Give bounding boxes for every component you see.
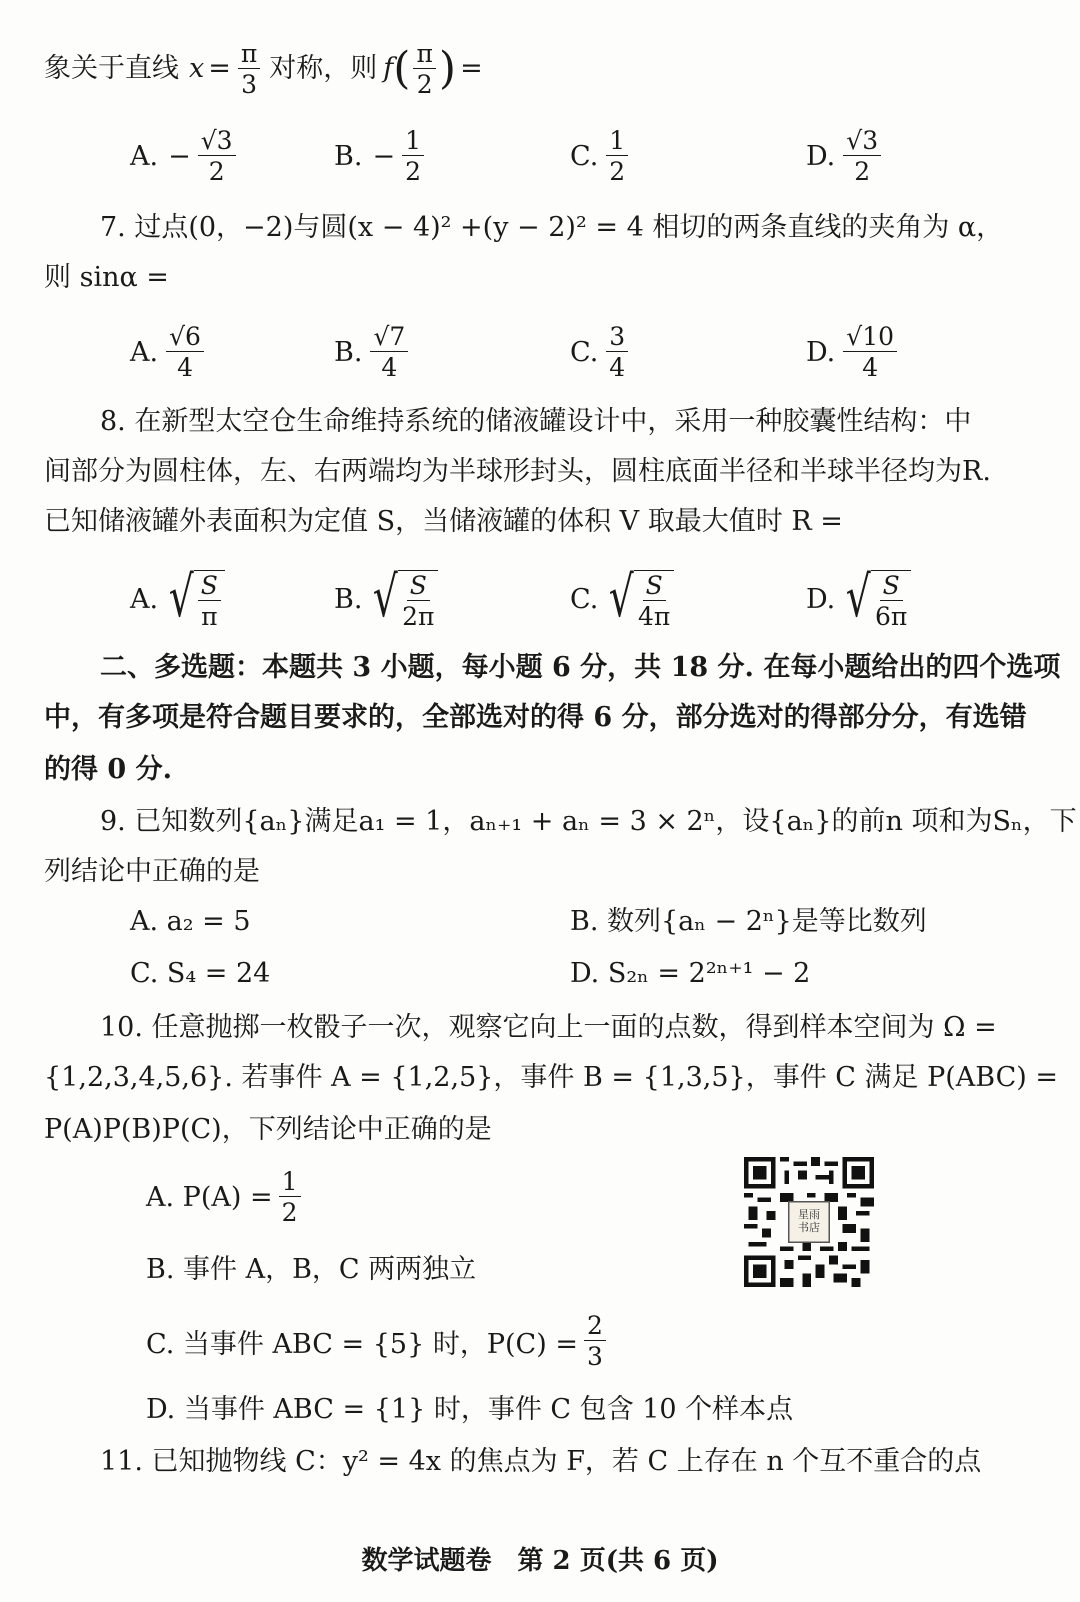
section2-line-1: 二、多选题：本题共 3 小题，每小题 6 分，共 18 分. 在每小题给出的四个选项 (100, 652, 1061, 683)
q6-stem-arg-num: π (413, 41, 435, 69)
q7-option-b (334, 322, 411, 382)
q6-option-c-num: 1 (606, 128, 628, 156)
q6-stem: 象关于直线 x = $\frac{\pi}{3}$ 对称，则 f ( $\frac{\pi}{2}$ ) = (44, 39, 483, 99)
q10-option-c-num: 2 (584, 1313, 606, 1341)
q7-option-c-den: 4 (609, 353, 626, 382)
q7-option-b-label: B. (334, 336, 363, 368)
q10-option-a (0, 1164, 1080, 1230)
q9-option-c: C. S₄ = 24 (130, 958, 271, 989)
q9-line-1: 9. 已知数列{aₙ}满足a₁ = 1，aₙ₊₁ + aₙ = 3 × 2ⁿ，设{aₙ}的前n 项和为Sₙ，下 (100, 806, 1077, 837)
q6-option-a-num: √3 (198, 128, 236, 156)
q6-stem-frac-den: 3 (241, 70, 258, 99)
q8-option-c-num: S (643, 573, 666, 601)
q6-option-b-sign: − (372, 140, 396, 172)
q8-option-a-den: π (201, 601, 218, 631)
q10-option-c (0, 1308, 1080, 1374)
q6-option-b-den: 2 (405, 157, 421, 186)
q7-line-2: 则 sinα = (44, 262, 169, 293)
q6-option-d-num: √3 (843, 128, 881, 156)
q6-stem-pre: 象关于直线 (44, 53, 179, 84)
q6-stem-fraction (238, 41, 260, 97)
q6-option-a-sign: − (168, 140, 191, 172)
q8-option-d (806, 566, 911, 632)
q7-option-a (130, 322, 207, 382)
q9-line-2: 列结论中正确的是 (44, 856, 260, 887)
q10-option-a-text: A. P(A) = (146, 1181, 273, 1213)
q6-option-a-label: A. (130, 140, 159, 172)
qr-center-label: 星雨书店 (798, 1208, 820, 1234)
q7-option-d (806, 322, 900, 382)
q8-option-b (334, 566, 438, 632)
q6-stem-arg (413, 41, 435, 97)
q6-option-c-den: 2 (609, 157, 626, 186)
q8-line-3: 已知储液罐外表面积为定值 S，当储液罐的体积 V 取最大值时 R = (44, 506, 843, 537)
q8-option-a-sqrt: √ $\frac{S}{\pi}$ (158, 570, 225, 629)
q10-option-d: D. 当事件 ABC = {1} 时，事件 C 包含 10 个样本点 (146, 1394, 794, 1425)
q9-option-a: A. a₂ = 5 (130, 906, 251, 937)
q7-option-d-label: D. (806, 336, 836, 368)
q10-option-b: B. 事件 A，B，C 两两独立 (146, 1254, 477, 1285)
q8-option-d-sqrt: √ $\frac{S}{6\pi}$ (835, 570, 911, 629)
q6-options (0, 126, 1080, 186)
page-footer: 数学试题卷 第 2 页(共 6 页) (361, 1546, 719, 1576)
q6-stem-frac-num: π (238, 41, 260, 69)
q6-option-a-den: 2 (208, 157, 225, 186)
q6-option-c (570, 126, 631, 186)
q6-option-d (806, 126, 884, 186)
q6-stem-eq: = (208, 53, 231, 84)
q7-option-a-label: A. (130, 336, 159, 368)
q8-option-c-den: 4π (637, 601, 671, 631)
q8-option-d-num: S (880, 573, 903, 601)
q10-option-c-den: 3 (586, 1342, 603, 1371)
q6-option-d-label: D. (806, 140, 836, 172)
q7-option-a-den: 4 (177, 353, 193, 382)
q8-option-b-den: 2π (402, 601, 435, 631)
q11-line-1: 11. 已知抛物线 C：y² = 4x 的焦点为 F，若 C 上存在 n 个互不重合的点 (100, 1446, 982, 1477)
q8-line-2: 间部分为圆柱体，左、右两端均为半球形封头，圆柱底面半径和半球半径均为R. (44, 456, 991, 487)
q6-option-b-num: 1 (402, 128, 424, 156)
q8-option-a (130, 566, 225, 632)
q8-line-1: 8. 在新型太空仓生命维持系统的储液罐设计中，采用一种胶囊性结构：中 (100, 406, 972, 437)
q7-line-1: 7. 过点(0，−2)与圆(x − 4)² +(y − 2)² = 4 相切的两条直线的夹角为 α， (100, 212, 1004, 243)
q6-stem-mid: 对称，则 (269, 53, 378, 84)
q6-option-a (130, 126, 239, 186)
q10-option-a-num: 1 (279, 1169, 301, 1197)
q7-option-b-den: 4 (381, 353, 398, 382)
q10-option-a-den: 2 (281, 1198, 298, 1227)
q7-options (0, 322, 1080, 382)
q6-option-b (334, 126, 427, 186)
q7-option-c (570, 322, 631, 382)
q10-line-3: P(A)P(B)P(C)，下列结论中正确的是 (44, 1114, 492, 1145)
q6-stem-f: f (383, 53, 394, 84)
q6-stem-arg-den: 2 (416, 70, 433, 99)
q6-stem-x: x (189, 53, 205, 84)
q8-option-d-label: D. (806, 583, 836, 615)
q7-option-a-num: √6 (166, 324, 204, 352)
q8-option-a-num: S (198, 573, 221, 601)
q7-option-d-den: 4 (862, 353, 879, 382)
q8-options (0, 566, 1080, 632)
q7-option-c-label: C. (570, 336, 599, 368)
q8-option-c-label: C. (570, 583, 599, 615)
q8-option-a-label: A. (130, 583, 159, 615)
q8-option-b-num: S (407, 573, 430, 601)
section2-line-3: 的得 0 分. (44, 754, 172, 785)
q10-option-c-text: C. 当事件 ABC = {5} 时，P(C) = (146, 1328, 578, 1360)
q6-option-d-den: 2 (854, 157, 871, 186)
q7-option-d-num: √10 (843, 324, 897, 352)
q8-option-b-label: B. (334, 583, 363, 615)
q8-option-c-sqrt: √ $\frac{S}{4\pi}$ (598, 570, 674, 629)
section2-line-2: 中，有多项是符合题目要求的，全部选对的得 6 分，部分选对的得部分分，有选错 (44, 702, 1027, 733)
q8-option-d-den: 6π (874, 601, 908, 631)
q6-stem-end: = (460, 53, 483, 84)
q6-option-b-label: B. (334, 140, 363, 172)
q10-line-2: {1,2,3,4,5,6}. 若事件 A = {1,2,5}，事件 B = {1,3,5}，事件 C 满足 P(ABC) = (44, 1062, 1059, 1093)
q8-option-c (570, 566, 674, 632)
q7-option-c-num: 3 (606, 324, 628, 352)
q9-option-d: D. S₂ₙ = 2²ⁿ⁺¹ − 2 (570, 958, 811, 989)
q7-option-b-num: √7 (370, 324, 408, 352)
q8-option-b-sqrt: √ $\frac{S}{2\pi}$ (362, 570, 438, 629)
q9-option-b: B. 数列{aₙ − 2ⁿ}是等比数列 (570, 906, 927, 937)
q10-line-1: 10. 任意抛掷一枚骰子一次，观察它向上一面的点数，得到样本空间为 Ω = (100, 1012, 997, 1043)
q6-option-c-label: C. (570, 140, 599, 172)
